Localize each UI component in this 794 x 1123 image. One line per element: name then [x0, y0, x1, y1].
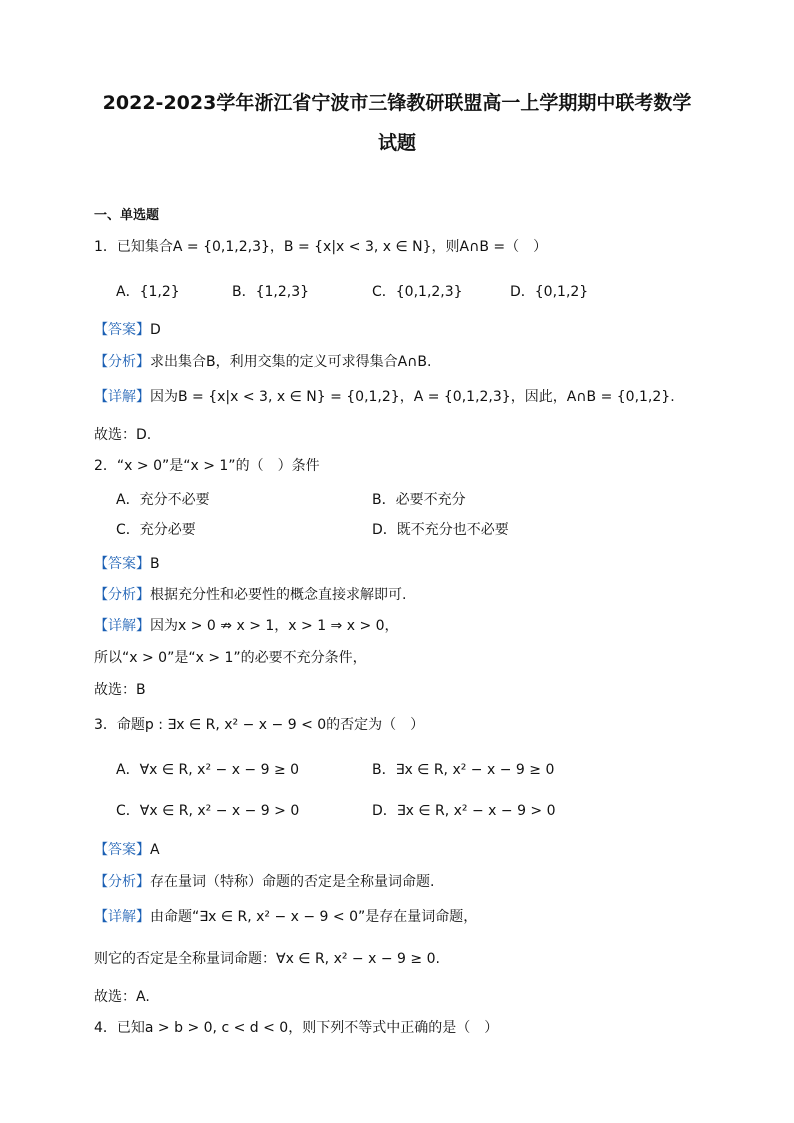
q4-stem: 4．已知a > b > 0, c < d < 0，则下列不等式中正确的是（ ） [94, 1020, 499, 1036]
q1-answer [94, 319, 161, 339]
answer-tag: 【答案】 [94, 322, 150, 338]
q3-analysis [94, 871, 434, 891]
q2-stem: 2．“x > 0”是“x > 1”的（ ）条件 [94, 458, 320, 474]
analysis-tag: 【分析】 [94, 874, 150, 890]
answer-tag: 【答案】 [94, 842, 150, 858]
q2-conclusion: 故选：B [94, 682, 146, 698]
q3-option-a: A．∀x ∈ R, x² − x − 9 ≥ 0 [116, 762, 300, 778]
q3-answer [94, 839, 160, 859]
q2-detail-2: 所以“x > 0”是“x > 1”的必要不充分条件， [94, 650, 367, 666]
q2-answer-value: B [150, 556, 160, 572]
q2-option-b: B．必要不充分 [372, 492, 466, 508]
q2-option-c: C．充分必要 [116, 522, 196, 538]
q1-detail [94, 386, 675, 406]
detail-tag: 【详解】 [94, 618, 150, 634]
q1-stem: 1．已知集合A = {0,1,2,3}，B = {x|x < 3, x ∈ N}，则A∩B =（ ） [94, 239, 548, 255]
q1-analysis-text: 求出集合B，利用交集的定义可求得集合A∩B. [150, 354, 432, 370]
q1-option-b: B．{1,2,3} [232, 284, 310, 300]
q2-option-a: A．充分不必要 [116, 492, 210, 508]
q3-analysis-text: 存在量词（特称）命题的否定是全称量词命题. [150, 874, 435, 890]
q3-detail [94, 906, 477, 926]
q1-option-c: C．{0,1,2,3} [372, 284, 463, 300]
detail-tag: 【详解】 [94, 909, 150, 925]
q3-detail-text: 由命题“∃x ∈ R, x² − x − 9 < 0”是存在量词命题， [150, 909, 478, 925]
q2-detail [94, 615, 399, 635]
q1-analysis [94, 351, 431, 371]
q1-detail-text: 因为B = {x|x < 3, x ∈ N} = {0,1,2}，A = {0,1,2,3}，因此，A∩B = {0,1,2}. [150, 389, 675, 405]
section-heading: 一、单选题 [94, 208, 160, 223]
answer-tag: 【答案】 [94, 556, 150, 572]
q1-option-d: D．{0,1,2} [510, 284, 589, 300]
q1-option-a: A．{1,2} [116, 284, 180, 300]
q3-answer-value: A [150, 842, 160, 858]
q1-conclusion: 故选：D. [94, 427, 152, 443]
q3-option-b: B．∃x ∈ R, x² − x − 9 ≥ 0 [372, 762, 555, 778]
q3-option-c: C．∀x ∈ R, x² − x − 9 > 0 [116, 803, 300, 819]
q2-detail-text: 因为x > 0 ⇏ x > 1，x > 1 ⇒ x > 0， [150, 618, 399, 634]
q3-detail-2: 则它的否定是全称量词命题：∀x ∈ R, x² − x − 9 ≥ 0. [94, 951, 440, 967]
document-title-line2: 试题 [377, 132, 416, 154]
analysis-tag: 【分析】 [94, 587, 150, 603]
q2-analysis-text: 根据充分性和必要性的概念直接求解即可. [150, 587, 407, 603]
q3-conclusion: 故选：A. [94, 989, 150, 1005]
q1-answer-value: D [150, 322, 161, 338]
document-title-line1: 2022-2023学年浙江省宁波市三锋教研联盟高一上学期期中联考数学 [102, 92, 692, 114]
q2-answer [94, 553, 160, 573]
q2-analysis [94, 584, 406, 604]
q3-option-d: D．∃x ∈ R, x² − x − 9 > 0 [372, 803, 556, 819]
detail-tag: 【详解】 [94, 389, 150, 405]
analysis-tag: 【分析】 [94, 354, 150, 370]
q2-option-d: D．既不充分也不必要 [372, 522, 509, 538]
q3-stem: 3．命题p : ∃x ∈ R, x² − x − 9 < 0的否定为（ ） [94, 717, 425, 733]
